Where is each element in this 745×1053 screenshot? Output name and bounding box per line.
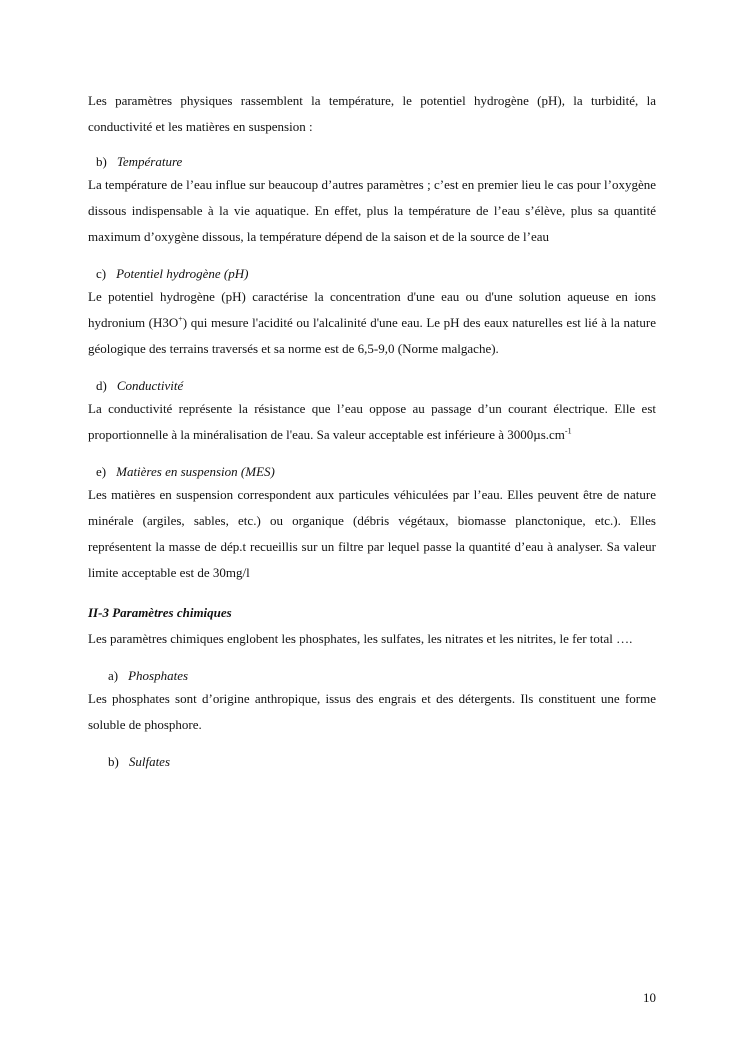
- superscript: -1: [564, 426, 572, 436]
- list-letter: c): [96, 266, 107, 281]
- subheading-temperature: [96, 152, 656, 172]
- subheading-sulfates: [108, 752, 656, 772]
- paragraph-text: ) qui mesure l'acidité ou l'alcalinité d'une eau. Le pH des eaux naturelles est lié à la nature géologique des terrains traversés et sa norme est de 6,5-9,0 (Norme malgache).: [88, 315, 656, 356]
- section-chemical-intro: [88, 626, 656, 652]
- paragraph-text: La conductivité représente la résistance que l’eau oppose au passage d’un courant électrique. Elle est proportionnelle à la minéralisation de l'eau. Sa valeur acceptable est inférieure à 3000µs.cm: [88, 401, 656, 442]
- superscript: +: [178, 314, 183, 324]
- intro-paragraph: Les paramètres physiques rassemblent la température, le potentiel hydrogène (pH), la turbidité, la conductivité et les matières en suspension :: [88, 93, 656, 134]
- section-conductivity: [88, 376, 656, 448]
- subheading-title: Conductivité: [116, 378, 184, 393]
- section-temperature: [88, 152, 656, 250]
- section-ph: [88, 264, 656, 362]
- list-letter: d): [96, 378, 107, 393]
- list-letter: b): [96, 154, 107, 169]
- paragraph-temperature: La température de l’eau influe sur beaucoup d’autres paramètres ; c’est en premier lieu le cas pour l’oxygène dissous indispensable à la vie aquatique. En effet, plus la température de l’eau s’élève, plus sa quantité maximum d’oxygène dissous, la température dépend de la saison et de la source de l’eau: [88, 177, 656, 244]
- paragraph-ph: [88, 284, 656, 362]
- list-letter: e): [96, 464, 107, 479]
- list-letter: a): [108, 668, 119, 683]
- paragraph-text: Le potentiel hydrogène (pH) caractérise la concentration d'une eau ou d'une solution aqueuse en ions hydronium (H3O: [88, 289, 656, 330]
- subheading-title: Phosphates: [128, 668, 189, 683]
- document-page: [88, 88, 656, 772]
- paragraph-conductivity: [88, 396, 656, 448]
- paragraph-phosphates: Les phosphates sont d’origine anthropique, issus des engrais et des détergents. Ils constituent une forme soluble de phosphore.: [88, 691, 656, 732]
- section-title-chemical: II-3 Paramètres chimiques: [88, 605, 232, 620]
- section-mes: [88, 462, 656, 586]
- subheading-title: Potentiel hydrogène (pH): [116, 266, 249, 281]
- subheading-title: Température: [116, 154, 183, 169]
- subheading-mes: [96, 462, 656, 482]
- subheading-conductivity: [96, 376, 656, 396]
- page-number: 10: [643, 990, 656, 1005]
- list-letter: b): [108, 754, 119, 769]
- subheading-ph: [96, 264, 656, 284]
- paragraph-chemical-intro: Les paramètres chimiques englobent les phosphates, les sulfates, les nitrates et les nitrites, le fer total ….: [88, 631, 633, 646]
- subheading-phosphates: [108, 666, 656, 686]
- section-phosphates: [88, 666, 656, 738]
- subheading-title: Sulfates: [128, 754, 171, 769]
- paragraph-mes: Les matières en suspension correspondent aux particules véhiculées par l’eau. Elles peuvent être de nature minérale (argiles, sables, etc.) ou organique (débris végétaux, biomasse planctonique, etc.). Elles représentent la masse de dép.t recueillis sur un filtre par lequel passe la quantité d’eau à analyser. Sa valeur limite acceptable est de 30mg/l: [88, 487, 656, 580]
- subheading-title: Matières en suspension (MES): [116, 464, 275, 479]
